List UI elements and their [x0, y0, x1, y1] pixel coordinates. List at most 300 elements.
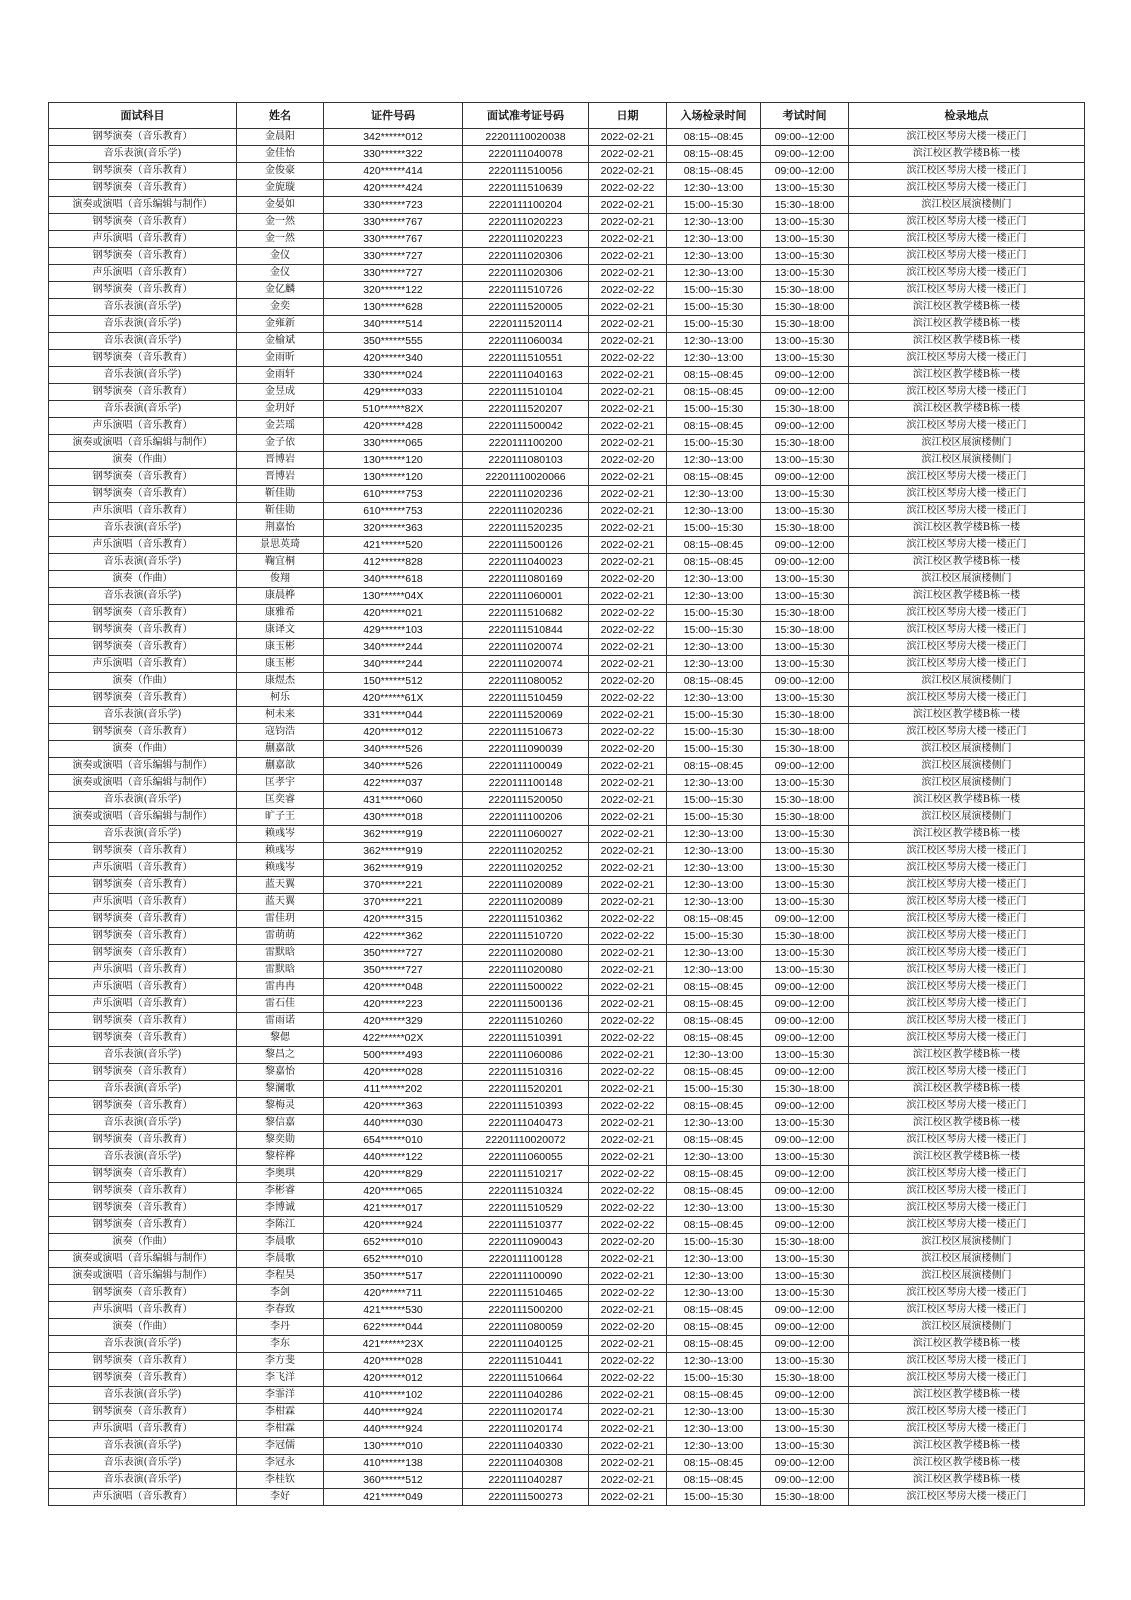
cell-exam-time: 13:00--15:30 [761, 656, 849, 673]
table-row [49, 469, 1085, 486]
cell-name: 李陈江 [237, 1217, 324, 1234]
cell-subject: 音乐表演(音乐学) [49, 146, 237, 163]
cell-subject: 钢琴演奏（音乐教育） [49, 690, 237, 707]
cell-id-number: 654******010 [324, 1132, 463, 1149]
cell-checkin-time: 08:15--08:45 [667, 554, 761, 571]
cell-checkin-time: 08:15--08:45 [667, 384, 761, 401]
cell-name: 康晨桦 [237, 588, 324, 605]
cell-checkin-location: 滨江校区教学楼B栋一楼 [849, 1047, 1085, 1064]
cell-id-number: 330******727 [324, 265, 463, 282]
cell-checkin-time: 12:30--13:00 [667, 690, 761, 707]
cell-subject: 钢琴演奏（音乐教育） [49, 282, 237, 299]
cell-subject: 钢琴演奏（音乐教育） [49, 1013, 237, 1030]
cell-exam-time: 13:00--15:30 [761, 1353, 849, 1370]
cell-id-number: 421******530 [324, 1302, 463, 1319]
cell-name: 荆嘉怡 [237, 520, 324, 537]
table-row [49, 197, 1085, 214]
cell-id-number: 500******493 [324, 1047, 463, 1064]
cell-date: 2022-02-22 [589, 1353, 667, 1370]
cell-admission-number: 2220111040125 [463, 1336, 589, 1353]
cell-checkin-location: 滨江校区琴房大楼一楼正门 [849, 605, 1085, 622]
cell-checkin-time: 12:30--13:00 [667, 248, 761, 265]
table-row [49, 1081, 1085, 1098]
cell-subject: 音乐表演(音乐学) [49, 1081, 237, 1098]
table-row [49, 1438, 1085, 1455]
cell-admission-number: 2220111100148 [463, 775, 589, 792]
cell-checkin-time: 12:30--13:00 [667, 1047, 761, 1064]
cell-checkin-location: 滨江校区琴房大楼一楼正门 [849, 690, 1085, 707]
cell-exam-time: 09:00--12:00 [761, 163, 849, 180]
cell-checkin-time: 12:30--13:00 [667, 1438, 761, 1455]
cell-exam-time: 15:30--18:00 [761, 435, 849, 452]
cell-checkin-time: 08:15--08:45 [667, 537, 761, 554]
cell-exam-time: 15:30--18:00 [761, 299, 849, 316]
cell-exam-time: 15:30--18:00 [761, 1234, 849, 1251]
cell-date: 2022-02-21 [589, 316, 667, 333]
cell-admission-number: 2220111510639 [463, 180, 589, 197]
cell-name: 李彬睿 [237, 1183, 324, 1200]
cell-id-number: 330******767 [324, 214, 463, 231]
exam-schedule-sheet [48, 102, 1084, 1506]
cell-name: 黎奕勋 [237, 1132, 324, 1149]
cell-subject: 声乐演唱（音乐教育） [49, 1489, 237, 1506]
cell-subject: 音乐表演(音乐学) [49, 1387, 237, 1404]
cell-exam-time: 13:00--15:30 [761, 1285, 849, 1302]
cell-admission-number: 2220111020174 [463, 1421, 589, 1438]
cell-date: 2022-02-22 [589, 1183, 667, 1200]
table-row [49, 826, 1085, 843]
cell-id-number: 130******120 [324, 452, 463, 469]
cell-date: 2022-02-21 [589, 656, 667, 673]
cell-subject: 演奏（作曲） [49, 741, 237, 758]
cell-id-number: 342******012 [324, 129, 463, 146]
cell-name: 金仪 [237, 265, 324, 282]
cell-admission-number: 2220111510664 [463, 1370, 589, 1387]
cell-exam-time: 09:00--12:00 [761, 1387, 849, 1404]
table-row [49, 418, 1085, 435]
cell-exam-time: 13:00--15:30 [761, 1404, 849, 1421]
cell-id-number: 340******526 [324, 758, 463, 775]
cell-checkin-location: 滨江校区琴房大楼一楼正门 [849, 486, 1085, 503]
header-date: 日期 [589, 103, 667, 129]
cell-exam-time: 09:00--12:00 [761, 1098, 849, 1115]
cell-name: 金晨阳 [237, 129, 324, 146]
cell-checkin-location: 滨江校区琴房大楼一楼正门 [849, 656, 1085, 673]
cell-exam-time: 09:00--12:00 [761, 146, 849, 163]
cell-exam-time: 15:30--18:00 [761, 1489, 849, 1506]
cell-checkin-location: 滨江校区展演楼侧门 [849, 1234, 1085, 1251]
cell-subject: 音乐表演(音乐学) [49, 826, 237, 843]
cell-checkin-location: 滨江校区教学楼B栋一楼 [849, 1149, 1085, 1166]
cell-exam-time: 15:30--18:00 [761, 316, 849, 333]
cell-date: 2022-02-21 [589, 1302, 667, 1319]
table-row [49, 1302, 1085, 1319]
cell-id-number: 331******044 [324, 707, 463, 724]
cell-name: 金芸瑶 [237, 418, 324, 435]
cell-name: 晋博岩 [237, 469, 324, 486]
table-row [49, 299, 1085, 316]
cell-id-number: 420******028 [324, 1064, 463, 1081]
cell-id-number: 330******727 [324, 248, 463, 265]
cell-date: 2022-02-22 [589, 1030, 667, 1047]
cell-checkin-time: 08:15--08:45 [667, 996, 761, 1013]
cell-name: 金佳怡 [237, 146, 324, 163]
table-row [49, 1047, 1085, 1064]
cell-admission-number: 2220111510529 [463, 1200, 589, 1217]
cell-subject: 钢琴演奏（音乐教育） [49, 724, 237, 741]
cell-subject: 钢琴演奏（音乐教育） [49, 1030, 237, 1047]
cell-subject: 演奏（作曲） [49, 1319, 237, 1336]
cell-admission-number: 2220111020236 [463, 486, 589, 503]
cell-admission-number: 2220111020306 [463, 265, 589, 282]
cell-subject: 音乐表演(音乐学) [49, 299, 237, 316]
cell-checkin-location: 滨江校区琴房大楼一楼正门 [849, 1217, 1085, 1234]
cell-name: 李博诚 [237, 1200, 324, 1217]
cell-checkin-time: 12:30--13:00 [667, 1115, 761, 1132]
cell-exam-time: 13:00--15:30 [761, 265, 849, 282]
cell-checkin-time: 12:30--13:00 [667, 503, 761, 520]
cell-admission-number: 2220111520235 [463, 520, 589, 537]
cell-admission-number: 2220111510441 [463, 1353, 589, 1370]
cell-name: 靳佳勋 [237, 503, 324, 520]
cell-date: 2022-02-21 [589, 231, 667, 248]
cell-admission-number: 2220111020306 [463, 248, 589, 265]
cell-admission-number: 2220111080169 [463, 571, 589, 588]
cell-admission-number: 2220111510362 [463, 911, 589, 928]
cell-admission-number: 2220111020089 [463, 877, 589, 894]
table-row [49, 1489, 1085, 1506]
cell-id-number: 421******017 [324, 1200, 463, 1217]
cell-name: 金旎璇 [237, 180, 324, 197]
cell-name: 俊翔 [237, 571, 324, 588]
cell-checkin-time: 08:15--08:45 [667, 469, 761, 486]
cell-exam-time: 13:00--15:30 [761, 1149, 849, 1166]
cell-subject: 演奏（作曲） [49, 673, 237, 690]
cell-checkin-time: 15:00--15:30 [667, 724, 761, 741]
cell-checkin-location: 滨江校区琴房大楼一楼正门 [849, 1064, 1085, 1081]
cell-admission-number: 2220111090043 [463, 1234, 589, 1251]
cell-date: 2022-02-21 [589, 1387, 667, 1404]
cell-exam-time: 09:00--12:00 [761, 537, 849, 554]
cell-checkin-time: 12:30--13:00 [667, 231, 761, 248]
cell-date: 2022-02-22 [589, 1013, 667, 1030]
cell-name: 赖彧岑 [237, 843, 324, 860]
cell-id-number: 130******010 [324, 1438, 463, 1455]
cell-admission-number: 2220111510682 [463, 605, 589, 622]
cell-subject: 钢琴演奏（音乐教育） [49, 911, 237, 928]
table-row [49, 1268, 1085, 1285]
cell-checkin-location: 滨江校区琴房大楼一楼正门 [849, 724, 1085, 741]
cell-subject: 钢琴演奏（音乐教育） [49, 1353, 237, 1370]
cell-checkin-location: 滨江校区琴房大楼一楼正门 [849, 1421, 1085, 1438]
cell-subject: 声乐演唱（音乐教育） [49, 537, 237, 554]
cell-id-number: 510******82X [324, 401, 463, 418]
cell-subject: 钢琴演奏（音乐教育） [49, 1217, 237, 1234]
cell-subject: 钢琴演奏（音乐教育） [49, 1166, 237, 1183]
cell-checkin-location: 滨江校区教学楼B栋一楼 [849, 1115, 1085, 1132]
cell-checkin-location: 滨江校区琴房大楼一楼正门 [849, 1200, 1085, 1217]
cell-admission-number: 2220111520207 [463, 401, 589, 418]
cell-date: 2022-02-21 [589, 945, 667, 962]
table-row [49, 1183, 1085, 1200]
cell-checkin-time: 08:15--08:45 [667, 1217, 761, 1234]
cell-id-number: 130******04X [324, 588, 463, 605]
cell-exam-time: 13:00--15:30 [761, 486, 849, 503]
cell-date: 2022-02-22 [589, 1200, 667, 1217]
cell-checkin-time: 12:30--13:00 [667, 1404, 761, 1421]
cell-checkin-time: 08:15--08:45 [667, 1336, 761, 1353]
cell-admission-number: 2220111100090 [463, 1268, 589, 1285]
cell-checkin-location: 滨江校区琴房大楼一楼正门 [849, 996, 1085, 1013]
cell-subject: 音乐表演(音乐学) [49, 792, 237, 809]
cell-admission-number: 2220111510393 [463, 1098, 589, 1115]
cell-date: 2022-02-22 [589, 1098, 667, 1115]
cell-id-number: 360******512 [324, 1472, 463, 1489]
cell-checkin-time: 15:00--15:30 [667, 1081, 761, 1098]
cell-admission-number: 2220111020174 [463, 1404, 589, 1421]
cell-exam-time: 13:00--15:30 [761, 350, 849, 367]
cell-checkin-time: 12:30--13:00 [667, 1353, 761, 1370]
cell-name: 黎偲 [237, 1030, 324, 1047]
cell-checkin-location: 滨江校区展演楼侧门 [849, 1268, 1085, 1285]
header-admission-number: 面试准考证号码 [463, 103, 589, 129]
cell-subject: 钢琴演奏（音乐教育） [49, 1183, 237, 1200]
cell-id-number: 362******919 [324, 860, 463, 877]
cell-admission-number: 2220111020074 [463, 656, 589, 673]
cell-exam-time: 13:00--15:30 [761, 877, 849, 894]
cell-name: 雷佳玥 [237, 911, 324, 928]
cell-checkin-time: 15:00--15:30 [667, 622, 761, 639]
cell-checkin-location: 滨江校区展演楼侧门 [849, 809, 1085, 826]
cell-subject: 钢琴演奏（音乐教育） [49, 163, 237, 180]
table-row [49, 129, 1085, 146]
cell-exam-time: 09:00--12:00 [761, 384, 849, 401]
cell-checkin-time: 12:30--13:00 [667, 1251, 761, 1268]
cell-name: 金榆斌 [237, 333, 324, 350]
cell-id-number: 429******103 [324, 622, 463, 639]
cell-admission-number: 2220111510377 [463, 1217, 589, 1234]
cell-date: 2022-02-21 [589, 197, 667, 214]
cell-admission-number: 2220111520050 [463, 792, 589, 809]
table-row [49, 248, 1085, 265]
cell-exam-time: 09:00--12:00 [761, 758, 849, 775]
cell-admission-number: 2220111510844 [463, 622, 589, 639]
cell-checkin-location: 滨江校区教学楼B栋一楼 [849, 588, 1085, 605]
cell-checkin-time: 12:30--13:00 [667, 588, 761, 605]
cell-id-number: 420******711 [324, 1285, 463, 1302]
cell-date: 2022-02-21 [589, 1421, 667, 1438]
cell-admission-number: 2220111040078 [463, 146, 589, 163]
table-row [49, 1285, 1085, 1302]
cell-name: 李冠儒 [237, 1438, 324, 1455]
cell-name: 李春致 [237, 1302, 324, 1319]
cell-checkin-location: 滨江校区琴房大楼一楼正门 [849, 282, 1085, 299]
cell-checkin-location: 滨江校区琴房大楼一楼正门 [849, 1489, 1085, 1506]
cell-checkin-location: 滨江校区琴房大楼一楼正门 [849, 1183, 1085, 1200]
cell-name: 柯乐 [237, 690, 324, 707]
cell-id-number: 440******030 [324, 1115, 463, 1132]
cell-id-number: 320******363 [324, 520, 463, 537]
cell-subject: 钢琴演奏（音乐教育） [49, 639, 237, 656]
cell-checkin-time: 08:15--08:45 [667, 1319, 761, 1336]
cell-name: 金雨昕 [237, 350, 324, 367]
cell-date: 2022-02-21 [589, 809, 667, 826]
table-row [49, 503, 1085, 520]
cell-checkin-time: 08:15--08:45 [667, 163, 761, 180]
cell-exam-time: 13:00--15:30 [761, 214, 849, 231]
cell-id-number: 150******512 [324, 673, 463, 690]
cell-date: 2022-02-21 [589, 265, 667, 282]
cell-date: 2022-02-21 [589, 1472, 667, 1489]
cell-checkin-location: 滨江校区展演楼侧门 [849, 673, 1085, 690]
cell-exam-time: 09:00--12:00 [761, 469, 849, 486]
cell-date: 2022-02-21 [589, 707, 667, 724]
cell-exam-time: 13:00--15:30 [761, 248, 849, 265]
cell-checkin-location: 滨江校区展演楼侧门 [849, 758, 1085, 775]
header-checkin-time: 入场检录时间 [667, 103, 761, 129]
cell-checkin-location: 滨江校区琴房大楼一楼正门 [849, 843, 1085, 860]
cell-admission-number: 2220111080059 [463, 1319, 589, 1336]
cell-id-number: 370******221 [324, 894, 463, 911]
table-row [49, 741, 1085, 758]
cell-checkin-location: 滨江校区教学楼B栋一楼 [849, 1455, 1085, 1472]
cell-name: 李冠永 [237, 1455, 324, 1472]
cell-admission-number: 2220111510260 [463, 1013, 589, 1030]
cell-admission-number: 2220111020074 [463, 639, 589, 656]
cell-checkin-location: 滨江校区展演楼侧门 [849, 197, 1085, 214]
cell-date: 2022-02-21 [589, 1268, 667, 1285]
cell-id-number: 130******120 [324, 469, 463, 486]
cell-exam-time: 09:00--12:00 [761, 1455, 849, 1472]
cell-subject: 演奏或演唱（音乐编辑与制作） [49, 758, 237, 775]
cell-name: 黎梅灵 [237, 1098, 324, 1115]
cell-subject: 音乐表演(音乐学) [49, 1047, 237, 1064]
table-row [49, 639, 1085, 656]
cell-subject: 钢琴演奏（音乐教育） [49, 180, 237, 197]
cell-exam-time: 13:00--15:30 [761, 826, 849, 843]
cell-admission-number: 2220111040286 [463, 1387, 589, 1404]
cell-id-number: 431******060 [324, 792, 463, 809]
cell-subject: 音乐表演(音乐学) [49, 707, 237, 724]
cell-subject: 钢琴演奏（音乐教育） [49, 622, 237, 639]
cell-exam-time: 15:30--18:00 [761, 792, 849, 809]
cell-exam-time: 13:00--15:30 [761, 1421, 849, 1438]
cell-exam-time: 15:30--18:00 [761, 520, 849, 537]
cell-checkin-time: 08:15--08:45 [667, 146, 761, 163]
cell-checkin-location: 滨江校区琴房大楼一楼正门 [849, 537, 1085, 554]
table-row [49, 367, 1085, 384]
cell-admission-number: 2220111510459 [463, 690, 589, 707]
table-row [49, 537, 1085, 554]
cell-subject: 钢琴演奏（音乐教育） [49, 248, 237, 265]
cell-name: 李柑霖 [237, 1404, 324, 1421]
table-row [49, 1166, 1085, 1183]
cell-checkin-time: 15:00--15:30 [667, 792, 761, 809]
cell-name: 李方斐 [237, 1353, 324, 1370]
cell-checkin-time: 15:00--15:30 [667, 197, 761, 214]
cell-exam-time: 15:30--18:00 [761, 282, 849, 299]
cell-checkin-time: 12:30--13:00 [667, 350, 761, 367]
cell-id-number: 420******065 [324, 1183, 463, 1200]
cell-checkin-location: 滨江校区教学楼B栋一楼 [849, 299, 1085, 316]
cell-date: 2022-02-21 [589, 401, 667, 418]
table-row [49, 265, 1085, 282]
cell-id-number: 420******61X [324, 690, 463, 707]
cell-subject: 声乐演唱（音乐教育） [49, 979, 237, 996]
cell-subject: 音乐表演(音乐学) [49, 367, 237, 384]
cell-name: 黎嘉怡 [237, 1064, 324, 1081]
cell-checkin-time: 08:15--08:45 [667, 979, 761, 996]
table-row [49, 996, 1085, 1013]
cell-exam-time: 13:00--15:30 [761, 452, 849, 469]
table-row [49, 605, 1085, 622]
cell-subject: 演奏（作曲） [49, 1234, 237, 1251]
cell-exam-time: 09:00--12:00 [761, 1319, 849, 1336]
table-row [49, 571, 1085, 588]
cell-checkin-time: 15:00--15:30 [667, 316, 761, 333]
table-row [49, 163, 1085, 180]
cell-admission-number: 2220111020236 [463, 503, 589, 520]
cell-subject: 钢琴演奏（音乐教育） [49, 469, 237, 486]
cell-admission-number: 2220111500042 [463, 418, 589, 435]
cell-date: 2022-02-22 [589, 180, 667, 197]
cell-name: 金亿麟 [237, 282, 324, 299]
cell-id-number: 350******517 [324, 1268, 463, 1285]
cell-id-number: 330******065 [324, 435, 463, 452]
cell-name: 蓝天翼 [237, 894, 324, 911]
cell-exam-time: 13:00--15:30 [761, 1251, 849, 1268]
cell-date: 2022-02-20 [589, 741, 667, 758]
cell-checkin-time: 12:30--13:00 [667, 1421, 761, 1438]
cell-name: 李桂钦 [237, 1472, 324, 1489]
table-row [49, 520, 1085, 537]
cell-exam-time: 15:30--18:00 [761, 707, 849, 724]
cell-checkin-time: 12:30--13:00 [667, 656, 761, 673]
cell-subject: 声乐演唱（音乐教育） [49, 996, 237, 1013]
cell-exam-time: 09:00--12:00 [761, 418, 849, 435]
cell-name: 金一然 [237, 231, 324, 248]
cell-checkin-time: 12:30--13:00 [667, 775, 761, 792]
cell-name: 李飞洋 [237, 1370, 324, 1387]
table-row [49, 1404, 1085, 1421]
cell-name: 金玥妤 [237, 401, 324, 418]
cell-name: 金一然 [237, 214, 324, 231]
cell-checkin-location: 滨江校区教学楼B栋一楼 [849, 401, 1085, 418]
cell-name: 康玉彬 [237, 639, 324, 656]
cell-subject: 钢琴演奏（音乐教育） [49, 843, 237, 860]
cell-exam-time: 13:00--15:30 [761, 333, 849, 350]
cell-date: 2022-02-21 [589, 639, 667, 656]
cell-id-number: 410******102 [324, 1387, 463, 1404]
cell-date: 2022-02-22 [589, 282, 667, 299]
table-row [49, 622, 1085, 639]
cell-name: 金雨轩 [237, 367, 324, 384]
cell-admission-number: 2220111060027 [463, 826, 589, 843]
cell-checkin-time: 15:00--15:30 [667, 809, 761, 826]
cell-subject: 音乐表演(音乐学) [49, 520, 237, 537]
cell-checkin-location: 滨江校区琴房大楼一楼正门 [849, 214, 1085, 231]
cell-checkin-time: 12:30--13:00 [667, 826, 761, 843]
cell-subject: 钢琴演奏（音乐教育） [49, 1200, 237, 1217]
cell-checkin-time: 08:15--08:45 [667, 1472, 761, 1489]
cell-exam-time: 13:00--15:30 [761, 1200, 849, 1217]
table-row [49, 775, 1085, 792]
cell-checkin-time: 12:30--13:00 [667, 265, 761, 282]
cell-checkin-location: 滨江校区教学楼B栋一楼 [849, 1438, 1085, 1455]
cell-checkin-location: 滨江校区展演楼侧门 [849, 1319, 1085, 1336]
cell-checkin-time: 12:30--13:00 [667, 452, 761, 469]
table-row [49, 588, 1085, 605]
